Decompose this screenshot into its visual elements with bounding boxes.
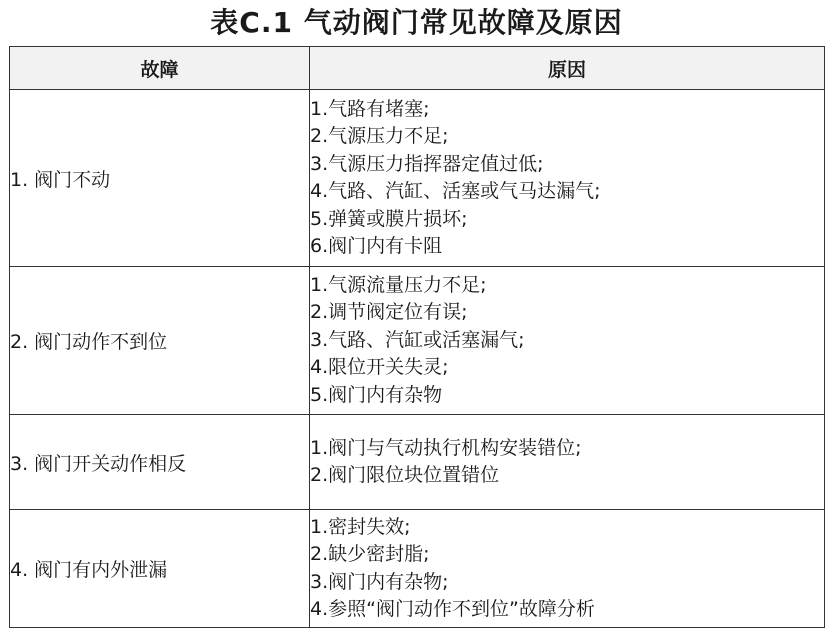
header-fault: 故障 [10, 47, 310, 90]
cause-cell [310, 510, 825, 628]
cause-cell [310, 415, 825, 510]
cause-list [310, 435, 824, 490]
table-title: 表C.1 气动阀门常见故障及原因 [210, 6, 623, 39]
cause-item: 3.气源压力指挥器定值过低; [310, 152, 544, 175]
cause-item: 2.调节阀定位有误; [310, 301, 468, 324]
cause-item: 2.阀门限位块位置错位 [310, 464, 500, 486]
cause-item: 1.气路有堵塞; [310, 97, 430, 120]
fault-cell: 2. 阀门动作不到位 [10, 267, 310, 415]
cause-item: 1.阀门与气动执行机构安装错位; [310, 436, 582, 459]
cause-item: 3.气路、汽缸或活塞漏气; [310, 328, 525, 351]
cause-list [310, 514, 824, 624]
table-row [10, 90, 825, 267]
fault-cell: 3. 阀门开关动作相反 [10, 415, 310, 510]
cause-item: 5.阀门内有杂物 [310, 383, 443, 406]
table-row [10, 510, 825, 628]
cause-cell [310, 90, 825, 267]
cause-item: 4.参照“阀门动作不到位”故障分析 [310, 598, 595, 620]
header-cause: 原因 [310, 47, 825, 90]
cause-item: 1.密封失效; [310, 515, 411, 538]
cause-list [310, 96, 824, 261]
cause-cell [310, 267, 825, 415]
cause-item: 2.缺少密封脂; [310, 543, 430, 565]
fault-cell: 4. 阀门有内外泄漏 [10, 510, 310, 628]
cause-item: 2.气源压力不足; [310, 125, 449, 147]
cause-item: 3.阀门内有杂物; [310, 570, 449, 593]
table-row [10, 415, 825, 510]
fault-cause-table [9, 46, 825, 628]
cause-list [310, 272, 824, 410]
cause-item: 4.气路、汽缸、活塞或气马达漏气; [310, 180, 601, 202]
cause-item: 4.限位开关失灵; [310, 356, 449, 379]
table-row [10, 267, 825, 415]
header-row [10, 47, 825, 90]
cause-item: 5.弹簧或膜片损坏; [310, 207, 468, 230]
cause-item: 1.气源流量压力不足; [310, 273, 487, 296]
cause-item: 6.阀门内有卡阻 [310, 235, 443, 257]
fault-cell: 1. 阀门不动 [10, 90, 310, 267]
